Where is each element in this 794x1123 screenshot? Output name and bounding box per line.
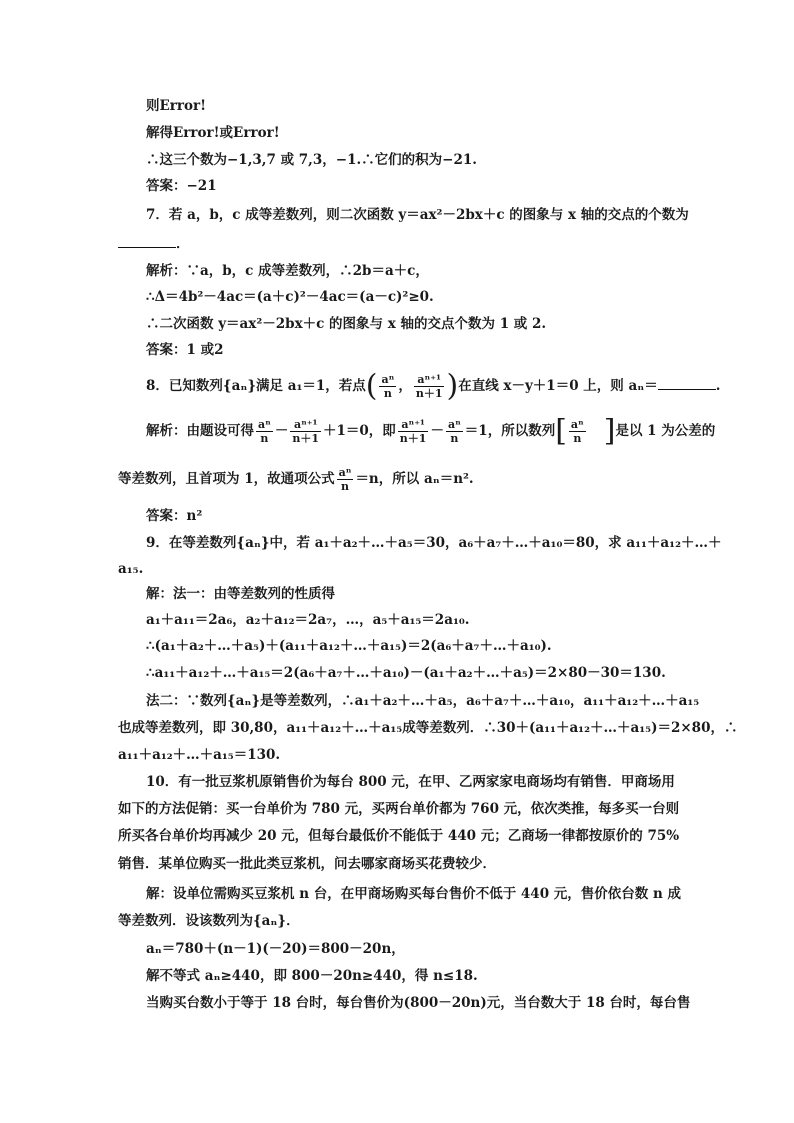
- text-line: ∴这三个数为−1,3,7 或 7,3，−1.∴它们的积为−21.: [146, 152, 477, 168]
- fraction: [256, 418, 273, 445]
- fraction-numerator: aⁿ: [381, 373, 395, 386]
- fraction-denominator: n: [450, 432, 459, 445]
- text-line: ∴二次函数 y＝ax²－2bx＋c 的图象与 x 轴的交点个数为 1 或 2.: [146, 316, 547, 332]
- fraction: [398, 418, 429, 445]
- minus-sign: －: [430, 423, 444, 439]
- text-line: 解得Error!或Error!: [146, 125, 280, 141]
- text-line: ∴Δ＝4b²－4ac＝(a＋c)²－4ac＝(a－c)²≥0.: [146, 289, 434, 305]
- fraction: [379, 373, 396, 400]
- question-8: [146, 368, 721, 404]
- fraction-denominator: n: [573, 432, 582, 445]
- text-line: ∴a₁₁＋a₁₂＋…＋a₁₅＝2(a₆＋a₇＋…＋a₁₀)－(a₁＋a₂＋…＋a₅)＝2×80－30＝130.: [146, 665, 666, 681]
- text-line: aₙ＝780＋(n－1)(－20)＝800－20n，: [146, 941, 405, 957]
- analysis-8-line2: [118, 466, 474, 493]
- fraction-numerator: aⁿ⁺¹: [290, 418, 321, 432]
- a8-lead: 解析：由题设可得: [146, 423, 254, 439]
- text-line: 如下的方法促销：买一台单价为 780 元，买两台单价都为 760 元，依次类推，每多买一台则: [118, 801, 680, 817]
- q8-end: .: [715, 378, 721, 394]
- text-line: 所买各台单价均再减少 20 元，但每台最低价不能低于 440 元；乙商场一律都按原价的 75%: [118, 828, 680, 844]
- text-line: 当购买台数小于等于 18 台时，每台售价为(800－20n)元，当台数大于 18 台时，每台售: [146, 995, 691, 1011]
- a8-mid1: ＋1＝0，即: [323, 423, 396, 439]
- fraction-numerator: aⁿ: [258, 418, 271, 431]
- text-line: 也成等差数列，即 30,80，a₁₁＋a₁₂＋…＋a₁₅成等差数列．∴30＋(a₁₁＋a₁₂＋…＋a₁₅)＝2×80，∴: [118, 720, 738, 736]
- q8-tail: 在直线 x－y＋1＝0 上，则 aₙ＝: [458, 378, 658, 394]
- question-10: 10．有一批豆浆机原销售价为每台 800 元，在甲、乙两家家电商场均有销售．甲商场用: [146, 774, 675, 790]
- text-line: a₁₅.: [118, 561, 144, 577]
- a8-tail: 是以 1 为公差的: [615, 423, 716, 439]
- q8-lead: 8．已知数列{aₙ}满足 a₁＝1，若点: [146, 378, 366, 394]
- fraction-numerator: aⁿ⁺¹: [414, 373, 445, 387]
- fraction-numerator: aⁿ: [570, 418, 584, 431]
- analysis-8-line1: [146, 413, 716, 449]
- fraction: [290, 418, 321, 445]
- text-line: 答案：−21: [146, 178, 217, 194]
- text-line: 解：法一：由等差数列的性质得: [146, 586, 335, 602]
- fraction-denominator: n＋1: [415, 387, 443, 400]
- text-line: a₁＋a₁₁＝2a₆，a₂＋a₁₂＝2a₇，…，a₅＋a₁₅＝2a₁₀.: [146, 612, 470, 628]
- left-bracket: [: [555, 413, 567, 449]
- question-9: 9．在等差数列{aₙ}中，若 a₁＋a₂＋…＋a₅＝30，a₆＋a₇＋…＋a₁₀＝80，求 a₁₁＋a₁₂＋…＋: [146, 535, 722, 551]
- right-paren: ): [446, 368, 459, 404]
- a8-line2-lead: 等差数列，且首项为 1，故通项公式: [118, 471, 335, 487]
- fraction-numerator: aⁿ⁺¹: [398, 418, 429, 432]
- comma: ，: [398, 378, 412, 394]
- text-line: 等差数列．设该数列为{aₙ}．: [118, 913, 300, 929]
- fraction: [446, 418, 463, 445]
- a8-mid2: ＝1，所以数列: [464, 423, 556, 439]
- text-line: 则Error!: [146, 98, 207, 114]
- fraction: [414, 373, 445, 400]
- minus-sign: －: [274, 423, 289, 439]
- question-7: 7．若 a，b，c 成等差数列，则二次函数 y＝ax²－2bx＋c 的图象与 x 轴的交点的个数为: [146, 207, 689, 223]
- fraction-denominator: n＋1: [292, 432, 319, 445]
- text-line: 答案：n²: [146, 508, 203, 524]
- text-line: 解不等式 aₙ≥440，即 800－20n≥440，得 n≤18.: [146, 968, 478, 984]
- text-line: 销售．某单位购买一批此类豆浆机，问去哪家商场买花费较少．: [118, 856, 496, 872]
- left-paren: (: [365, 368, 378, 404]
- a8-line2-tail: ＝n，所以 aₙ＝n².: [355, 471, 474, 487]
- fraction-denominator: n: [260, 432, 269, 445]
- right-bracket: ]: [603, 413, 616, 449]
- fraction-denominator: n: [383, 387, 392, 400]
- fraction-denominator: n＋1: [399, 432, 427, 445]
- fraction: [337, 466, 354, 493]
- text-line: a₁₁＋a₁₂＋…＋a₁₅＝130.: [118, 747, 281, 763]
- text-line: 答案：1 或2: [146, 342, 224, 358]
- text-line: 解：设单位需购买豆浆机 n 台，在甲商场购买每台售价不低于 440 元，售价依台数 n 成: [146, 886, 682, 902]
- fraction-denominator: n: [341, 480, 350, 493]
- answer-blank-8: [658, 377, 716, 390]
- text-line: ∴(a₁＋a₂＋…＋a₅)＋(a₁₁＋a₁₂＋…＋a₁₅)＝2(a₆＋a₇＋…＋a₁₀).: [146, 638, 552, 654]
- answer-blank-7: ．: [118, 235, 190, 253]
- text-line: 法二：∵数列{aₙ}是等差数列，∴a₁＋a₂＋…＋a₅，a₆＋a₇＋…＋a₁₀，a₁₁＋a₁₂＋…＋a₁₅: [146, 693, 700, 709]
- text-line: 解析：∵a，b，c 成等差数列，∴2b＝a＋c，: [146, 263, 429, 279]
- fraction-numerator: aⁿ: [338, 466, 352, 479]
- fraction: [569, 418, 586, 445]
- fraction-numerator: aⁿ: [447, 418, 461, 431]
